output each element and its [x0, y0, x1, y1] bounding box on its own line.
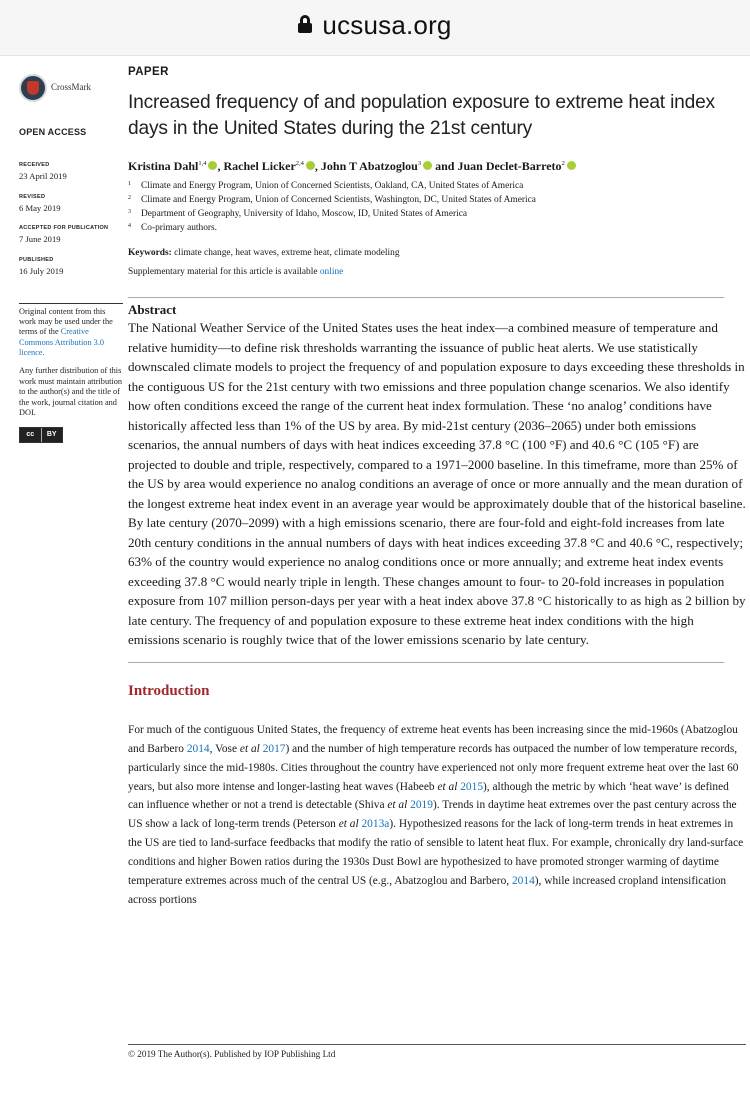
author-separator: , [314, 158, 321, 173]
cc-by-badge[interactable] [19, 427, 63, 443]
published-label: PUBLISHED [19, 257, 54, 264]
et-al: et al [239, 742, 260, 755]
supplementary-text: Supplementary material for this article is available [128, 267, 320, 278]
introduction-text [128, 721, 746, 910]
keywords-label: Keywords: [128, 248, 172, 259]
cc-licence-link[interactable]: Creative Commons Attribution 3.0 licence. [19, 327, 105, 358]
author-affiliation-marker: 3 [417, 159, 422, 167]
abstract-text: The National Weather Service of the United States uses the heat index—a combined measure of temperature and relative humidity—to define risk thresholds warranting the issuance of public heat alerts. We use statistically downscaled climate models to project the frequency of and population exposure to days exceeding these thresholds in the contiguous US for the 21st century with two emissions and three population change scenarios. We also identify how often conditions exceed the range of the current heat index formulation. These ‘no analog’ conditions have historically affected less than 1% of the US by area. By mid-21st century (2036–2065) under both emissions scenarios, the annual numbers of days with heat indices exceeding 37.8 °C (100 °F) and 40.6 °C (105 °F) are projected to double and triple, respectively, compared to a 1971–2000 baseline. In this timeframe, more than 25% of the US by area would experience no analog conditions an average of once or more annually and the mean duration of the longest extreme heat index event in an average year would be approximately double that of the historical baseline. By late century (2070–2099) with a high emissions scenario, there are four-fold and eight-fold increases from late 20th century conditions in the annual numbers of days with heat indices exceeding 37.8 °C and 40.6 °C, respectively; 63% of the country would experience no analog conditions once or more annually; and extreme heat index events exceeding 37.8 °C would nearly triple in length. These changes amount to four- to 20-fold increases in population exposure from 107 million person-days per year with a heat index above 37.8 °C historically to as high as 2 billion by late century. The frequency of and population exposure to these extreme heat index conditions with the high emissions scenario is roughly twice that of the lower emissions scenario by late century. [128, 320, 746, 648]
affiliation-text: Climate and Energy Program, Union of Concerned Scientists, Washington, DC, United States of America [141, 194, 536, 205]
browser-address-bar[interactable] [0, 0, 750, 56]
affiliation-number: 1 [128, 180, 131, 187]
revised-label: REVISED [19, 193, 46, 200]
affiliation [128, 207, 746, 221]
affiliation-text: Co-primary authors. [141, 223, 218, 234]
author-list [128, 159, 746, 174]
article-sidebar [19, 68, 123, 443]
received-label: RECEIVED [19, 162, 50, 169]
accepted-label: ACCEPTED FOR PUBLICATION [19, 225, 109, 232]
license-distribution: Any further distribution of this work must maintain attribution to the author(s) and the title of the work, journal citation and DOI. [19, 366, 123, 417]
author-separator: , [217, 158, 224, 173]
citation-link[interactable]: 2013a [361, 818, 390, 831]
divider [128, 297, 724, 298]
url-text: ucsusa.org [322, 10, 452, 40]
author-affiliation-marker: 2 [561, 159, 565, 167]
intro-text-segment: For much of the contiguous United States, the frequency of extreme heat events has been increasing since the mid-1960s (Abatzoglou and Barbero [128, 723, 738, 755]
lock-icon [298, 15, 312, 33]
author-name[interactable]: John T Abatzoglou [320, 158, 418, 173]
received-date: 23 April 2019 [19, 171, 67, 182]
article-type: PAPER [128, 66, 169, 78]
affiliation-number: 4 [128, 223, 131, 230]
intro-text-segment: ). Trends in daytime heat extremes over the past century across the US show a lack of long-term trends (Peterson [128, 799, 737, 831]
article-title: Increased frequency of and population exposure to extreme heat index days in the United States during the 21st century [128, 92, 715, 139]
supplementary-link[interactable]: online [319, 267, 344, 278]
citation-link[interactable]: 2015 [460, 780, 484, 793]
accepted-date: 7 June 2019 [19, 234, 61, 245]
author-affiliation-marker: 1,4 [198, 159, 207, 167]
citation-link[interactable]: 2019 [410, 799, 433, 812]
abstract-heading: Abstract [128, 302, 177, 318]
author-name[interactable]: Juan Declet-Barreto [457, 158, 562, 173]
affiliation-text: Climate and Energy Program, Union of Concerned Scientists, Oakland, CA, United States of America [141, 180, 524, 191]
intro-text-segment: ), although the metric by which ‘heat wave’ is defined can influence whether or not a trend is detectable (Shiva [128, 780, 729, 812]
affiliation [128, 193, 746, 207]
intro-text-segment: ), while increased cropland intensification across portions [128, 875, 727, 907]
license-terms [19, 307, 123, 359]
introduction-heading: Introduction [128, 682, 210, 699]
crossmark-icon [19, 74, 47, 102]
license-text: Original content from this work may be used under the terms of the [19, 306, 113, 337]
author-name[interactable]: Kristina Dahl [128, 158, 199, 173]
open-access-label: OPEN ACCESS [19, 127, 87, 137]
affiliation-number: 2 [128, 194, 131, 201]
citation-link[interactable]: 2014 [186, 742, 210, 755]
crossmark-label: CrossMark [51, 82, 91, 93]
affiliation-text: Department of Geography, University of Idaho, Moscow, ID, United States of America [141, 209, 468, 220]
et-al: et al [387, 799, 408, 812]
intro-text-segment: ) and the number of high temperature records has outpaced the number of low temperature records, particularly since the mid-1980s. Cities throughout the country have experienced not only more frequent extreme heat over the last 60 years, but also more intense and longer-lasting heat waves (Habeeb [128, 742, 739, 793]
affiliation-list [128, 179, 746, 235]
orcid-icon[interactable] [423, 161, 432, 170]
et-al: et al [437, 780, 458, 793]
article-body [128, 66, 746, 910]
affiliation-number: 3 [128, 209, 131, 216]
intro-text-segment: , Vose [209, 742, 240, 755]
keywords [128, 248, 746, 258]
revised-date: 6 May 2019 [19, 202, 61, 213]
orcid-icon[interactable] [567, 161, 576, 170]
url-display[interactable] [0, 10, 750, 41]
author-separator: and [432, 158, 458, 173]
affiliation [128, 221, 746, 235]
license-note [19, 303, 123, 419]
author-name[interactable]: Rachel Licker [223, 158, 296, 173]
author-affiliation-marker: 2,4 [295, 159, 304, 167]
citation-link[interactable]: 2014 [511, 875, 535, 888]
keywords-list: climate change, heat waves, extreme heat, climate modeling [171, 248, 400, 259]
intro-text-segment: ). Hypothesized reasons for the lack of long-term trends in heat extremes in the US are tied to land-surface feedbacks that modify the ratio of sensible to latent heat flux. For example, chronically dry land-surface conditions and higher Bowen ratios during the 1930s Dust Bowl are hypothesized to have promoted stronger warming of daytime temperature extremes across much of the central US (e.g., Abatzoglou and Barbero, [128, 818, 744, 888]
crossmark-badge[interactable] [19, 71, 123, 105]
orcid-icon[interactable] [306, 161, 315, 170]
copyright-footer: © 2019 The Author(s). Published by IOP Publishing Ltd [128, 1044, 746, 1059]
published-date: 16 July 2019 [19, 265, 64, 276]
et-al: et al [338, 818, 359, 831]
cc-icon: cc [20, 428, 42, 442]
by-icon: BY [42, 428, 63, 442]
supplementary-note [128, 267, 746, 277]
citation-link[interactable]: 2017 [262, 742, 286, 755]
divider [128, 662, 724, 663]
affiliation [128, 179, 746, 193]
